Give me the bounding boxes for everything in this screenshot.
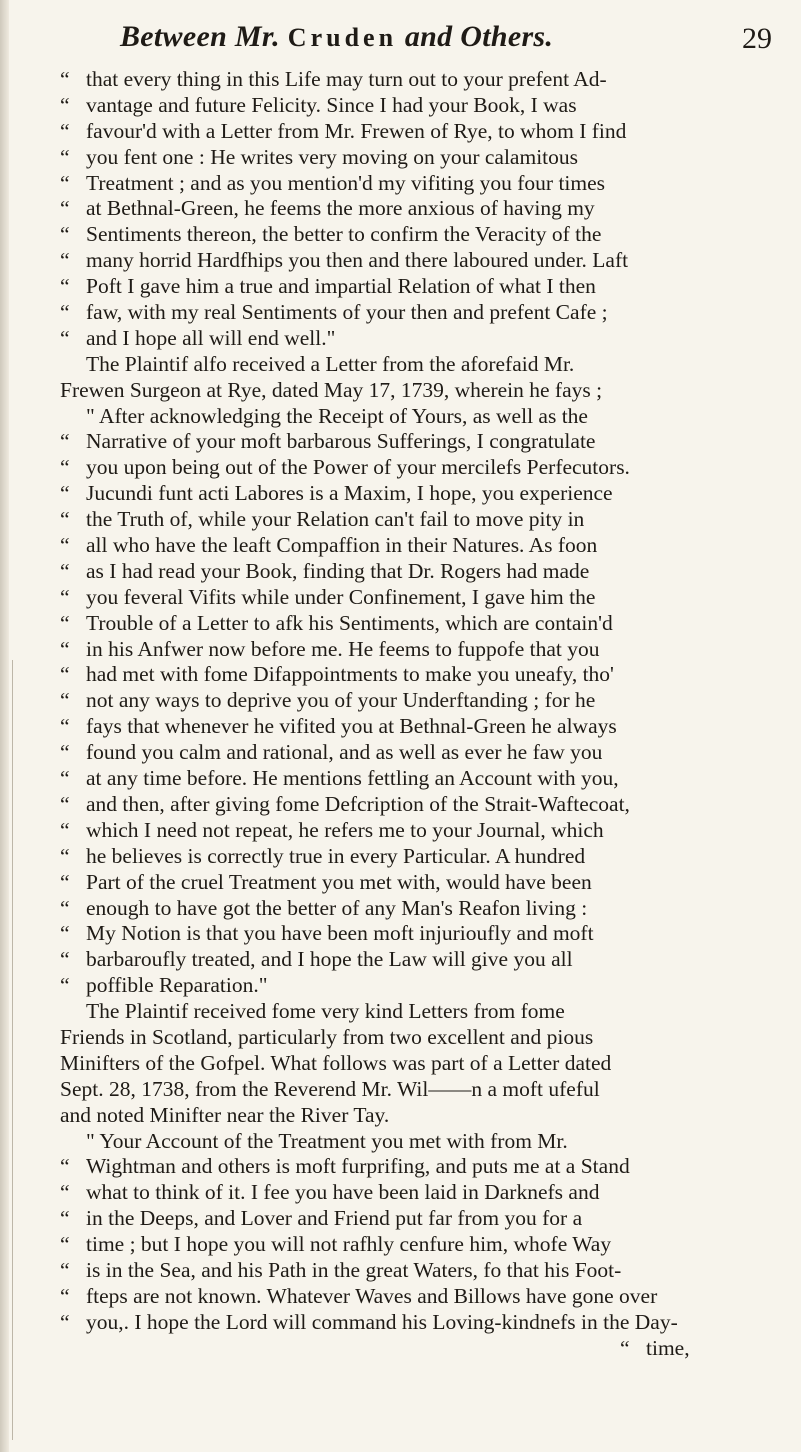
line-text: poffible Reparation.": [86, 973, 268, 998]
line-text: fteps are not known. Whatever Waves and Billows have gone over: [86, 1283, 658, 1308]
quote-mark: “: [60, 429, 70, 454]
text-line: [60, 921, 765, 947]
quote-mark: “: [60, 1309, 70, 1334]
line-text: that every thing in this Life may turn out to your prefent Ad-: [86, 67, 607, 91]
quote-mark: “: [60, 1206, 70, 1231]
line-text: he believes is correctly true in every Particular. A hundred: [86, 843, 586, 868]
line-text: Frewen Surgeon at Rye, dated May 17, 1739, wherein he fays ;: [60, 377, 603, 402]
quote-mark: “: [60, 817, 70, 842]
line-text: you fent one : He writes very moving on your calamitous: [86, 144, 579, 169]
page-body: [60, 67, 765, 1362]
text-line: [60, 119, 765, 145]
text-line: [60, 870, 765, 896]
line-text: at any time before. He mentions fettling an Account with you,: [86, 766, 619, 791]
running-head-pre: Between Mr.: [120, 20, 280, 53]
quote-mark: “: [60, 170, 70, 195]
quote-mark: “: [60, 300, 70, 325]
text-line: [60, 637, 765, 663]
line-text: faw, with my real Sentiments of your then and prefent Cafe ;: [86, 300, 608, 325]
text-line: [60, 1284, 765, 1310]
line-text: had met with fome Difappointments to make you uneafy, tho': [86, 662, 614, 687]
text-line: [60, 844, 765, 870]
text-line: [60, 507, 765, 533]
quote-mark: “: [60, 610, 70, 635]
quote-mark: “: [60, 766, 70, 791]
text-line: [60, 455, 765, 481]
quote-mark: “: [60, 1283, 70, 1308]
line-text: is in the Sea, and his Path in the great Waters, fo that his Foot-: [86, 1257, 622, 1282]
quote-mark: “: [60, 274, 70, 299]
page-number: 29: [742, 22, 772, 55]
quote-mark: “: [60, 481, 70, 506]
quote-mark: “: [60, 248, 70, 273]
text-line: [60, 973, 765, 999]
line-text: Treatment ; and as you mention'd my vifiting you four times: [86, 170, 606, 195]
line-text: The Plaintif alfo received a Letter from the aforefaid Mr.: [86, 351, 575, 376]
quote-mark: “: [60, 196, 70, 221]
quote-mark: “: [60, 1257, 70, 1282]
text-line: [60, 1232, 765, 1258]
line-text: Wightman and others is moft furprifing, and puts me at a Stand: [86, 1154, 630, 1179]
text-line: [60, 818, 765, 844]
quote-mark: “: [60, 740, 70, 765]
quote-mark: “: [60, 1232, 70, 1257]
page-edge-shadow: [0, 0, 9, 1452]
text-line: [60, 1180, 765, 1206]
quote-mark: “: [620, 1335, 630, 1360]
line-text: in the Deeps, and Lover and Friend put far from you for a: [86, 1206, 583, 1231]
line-text: Sentiments thereon, the better to confirm the Veracity of the: [86, 222, 602, 247]
text-line: [60, 585, 765, 611]
running-head-post: and Others.: [404, 20, 554, 53]
text-line: [60, 326, 765, 352]
line-text: barbaroufly treated, and I hope the Law will give you all: [86, 947, 573, 972]
quote-mark: “: [60, 688, 70, 713]
text-line: [60, 559, 765, 585]
line-text: and I hope all will end well.": [86, 325, 336, 350]
line-text: favour'd with a Letter from Mr. Frewen of Rye, to whom I find: [86, 118, 627, 143]
text-line: [60, 999, 765, 1025]
text-line: [60, 196, 765, 222]
running-header: [92, 20, 772, 60]
quote-mark: “: [60, 921, 70, 946]
line-text: you upon being out of the Power of your mercilefs Perfecutors.: [86, 455, 630, 480]
quote-mark: “: [60, 325, 70, 350]
text-line: [60, 611, 765, 637]
text-line: [60, 67, 765, 93]
quote-mark: “: [60, 584, 70, 609]
quote-mark: “: [60, 895, 70, 920]
quote-mark: “: [60, 507, 70, 532]
text-line: [60, 352, 765, 378]
text-line: [60, 481, 765, 507]
quote-mark: “: [60, 92, 70, 117]
text-line: [60, 792, 765, 818]
line-text: " After acknowledging the Receipt of Yours, as well as the: [86, 403, 588, 428]
text-line: [60, 300, 765, 326]
text-line: [60, 1051, 765, 1077]
quote-mark: “: [60, 144, 70, 169]
text-line: [60, 171, 765, 197]
text-line: [60, 378, 765, 404]
quote-mark: “: [60, 791, 70, 816]
line-text: Narrative of your moft barbarous Sufferings, I congratulate: [86, 429, 596, 454]
line-text: you,. I hope the Lord will command his Loving-kindnefs in the Day-: [86, 1309, 678, 1334]
line-text: at Bethnal-Green, he feems the more anxious of having my: [86, 196, 595, 221]
quote-mark: “: [60, 947, 70, 972]
text-line: [60, 766, 765, 792]
text-line: [60, 404, 765, 430]
text-line: [60, 740, 765, 766]
line-text: you feveral Vifits while under Confinement, I gave him the: [86, 584, 596, 609]
text-line: [60, 1310, 765, 1336]
line-text: as I had read your Book, finding that Dr. Rogers had made: [86, 558, 590, 583]
quote-mark: “: [60, 636, 70, 661]
text-line: [60, 222, 765, 248]
running-head-title: [120, 20, 553, 54]
line-text: Trouble of a Letter to afk his Sentiments, which are contain'd: [86, 610, 613, 635]
quote-mark: “: [60, 455, 70, 480]
text-line: [60, 93, 765, 119]
line-text: many horrid Hardfhips you then and there laboured under. Laft: [86, 248, 629, 273]
text-line: [60, 274, 765, 300]
text-line: [60, 947, 765, 973]
quote-mark: “: [60, 973, 70, 998]
line-text: and noted Minifter near the River Tay.: [60, 1102, 390, 1127]
line-text: Friends in Scotland, particularly from two excellent and pious: [60, 1024, 594, 1049]
quote-mark: “: [60, 558, 70, 583]
text-line: [60, 1336, 765, 1362]
quote-mark: “: [60, 662, 70, 687]
quote-mark: “: [60, 1180, 70, 1205]
line-text: Minifters of the Gofpel. What follows was part of a Letter dated: [60, 1050, 612, 1075]
running-head-name: Cruden: [287, 23, 398, 52]
text-line: [60, 533, 765, 559]
line-text: what to think of it. I fee you have been laid in Darknefs and: [86, 1180, 600, 1205]
text-line: [60, 1154, 765, 1180]
line-text: " Your Account of the Treatment you met with from Mr.: [86, 1128, 568, 1153]
quote-mark: “: [60, 118, 70, 143]
text-line: [60, 429, 765, 455]
text-line: [60, 896, 765, 922]
line-text: My Notion is that you have been moft injurioufly and moft: [86, 921, 594, 946]
quote-mark: “: [60, 533, 70, 558]
text-line: [60, 688, 765, 714]
text-line: [60, 662, 765, 688]
text-line: [60, 1206, 765, 1232]
line-text: found you calm and rational, and as well as ever he faw you: [86, 740, 603, 765]
quote-mark: “: [60, 67, 70, 91]
line-text: vantage and future Felicity. Since I had your Book, I was: [86, 92, 577, 117]
text-line: [60, 1129, 765, 1155]
text-line: [60, 1077, 765, 1103]
quote-mark: “: [60, 1154, 70, 1179]
line-text: in his Anfwer now before me. He feems to fuppofe that you: [86, 636, 600, 661]
line-text: Sept. 28, 1738, from the Reverend Mr. Wil——n a moft ufeful: [60, 1076, 600, 1101]
line-text: the Truth of, while your Relation can't fail to move pity in: [86, 507, 585, 532]
line-text: Poft I gave him a true and impartial Relation of what I then: [86, 274, 596, 299]
text-line: [60, 145, 765, 171]
line-text: not any ways to deprive you of your Underftanding ; for he: [86, 688, 596, 713]
line-text: time,: [646, 1335, 690, 1360]
line-text: and then, after giving fome Defcription of the Strait-Waftecoat,: [86, 791, 630, 816]
text-line: [60, 1103, 765, 1129]
line-text: The Plaintif received fome very kind Letters from fome: [86, 999, 565, 1024]
quote-mark: “: [60, 714, 70, 739]
line-text: fays that whenever he vifited you at Bethnal-Green he always: [86, 714, 617, 739]
quote-mark: “: [60, 843, 70, 868]
line-text: Part of the cruel Treatment you met with, would have been: [86, 869, 592, 894]
text-line: [60, 714, 765, 740]
quote-mark: “: [60, 869, 70, 894]
line-text: all who have the leaft Compaffion in their Natures. As foon: [86, 533, 598, 558]
binding-line: [12, 660, 13, 1440]
line-text: Jucundi funt acti Labores is a Maxim, I hope, you experience: [86, 481, 613, 506]
line-text: enough to have got the better of any Man's Reafon living :: [86, 895, 588, 920]
line-text: which I need not repeat, he refers me to your Journal, which: [86, 817, 604, 842]
text-line: [60, 248, 765, 274]
text-line: [60, 1025, 765, 1051]
text-line: [60, 1258, 765, 1284]
quote-mark: “: [60, 222, 70, 247]
line-text: time ; but I hope you will not rafhly cenfure him, whofe Way: [86, 1232, 612, 1257]
